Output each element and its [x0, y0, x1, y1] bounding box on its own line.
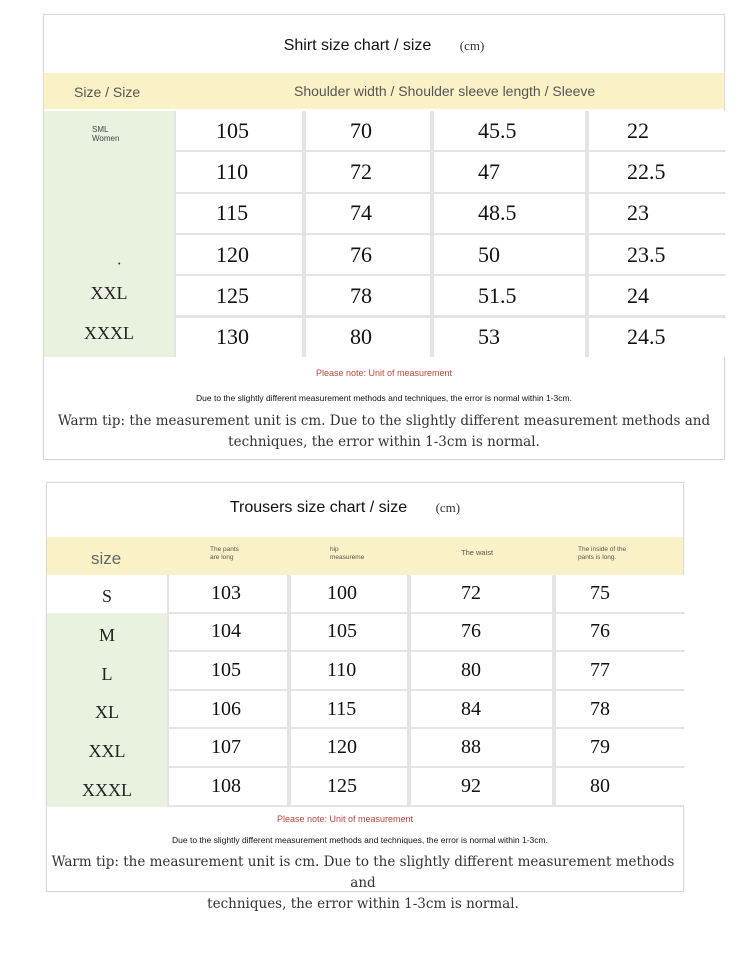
shirt-size-column [44, 111, 174, 357]
shirt-cell: 76 [306, 235, 430, 274]
shirt-cell: 130 [176, 318, 302, 357]
trousers-tip-line: techniques, the error within 1-3cm is normal. [207, 896, 519, 912]
trousers-cell: 103 [169, 575, 287, 612]
trousers-cell: 76 [556, 614, 686, 651]
trousers-cell: 110 [291, 652, 407, 689]
shirt-size-women: Women [92, 134, 120, 143]
trousers-data-grid [167, 575, 683, 807]
shirt-cell: 120 [176, 235, 302, 274]
trousers-cell: 100 [291, 575, 407, 612]
trousers-cell: 76 [411, 614, 552, 651]
shirt-size-label: XXXL [84, 323, 134, 343]
trousers-chart-title-row [7, 499, 683, 517]
trousers-cell: 80 [411, 652, 552, 689]
trousers-size-label: M [98, 624, 115, 645]
shirt-header-measurements: Shoulder width / Shoulder sleeve length / Sleeve [294, 83, 596, 99]
trousers-cell: 77 [556, 652, 686, 689]
shirt-chart-title: Shirt size chart / size [283, 37, 432, 54]
shirt-note-small: Due to the slightly different measurement methods and techniques, the error is normal within 1-3cm. [196, 393, 572, 403]
trousers-header-text: pants is long. [578, 554, 617, 561]
trousers-size-label: XXL [88, 741, 126, 762]
trousers-cell: 92 [411, 768, 552, 805]
shirt-cell: 125 [176, 276, 302, 315]
trousers-size-label: XXXL [82, 780, 132, 800]
shirt-header-row [44, 73, 724, 109]
shirt-cell: 47 [434, 152, 585, 191]
shirt-size-sml: SML [92, 125, 109, 134]
shirt-size-dot: • [118, 261, 121, 268]
shirt-cell: 70 [306, 111, 430, 150]
shirt-header-size: Size / Size [74, 84, 141, 100]
shirt-data-grid [174, 111, 724, 357]
shirt-cell: 115 [176, 194, 302, 233]
shirt-cell: 24 [589, 276, 727, 315]
trousers-header-pants-long [210, 546, 239, 562]
trousers-cell: 105 [169, 652, 287, 689]
shirt-cell: 23 [589, 194, 727, 233]
shirt-size-chart [43, 14, 725, 460]
trousers-cell: 75 [556, 575, 686, 612]
trousers-cell: 115 [291, 691, 407, 728]
shirt-cell: 22 [589, 111, 727, 150]
trousers-cell: 105 [291, 614, 407, 651]
shirt-cell: 78 [306, 276, 430, 315]
shirt-chart-title-row [44, 37, 724, 55]
shirt-cell: 110 [176, 152, 302, 191]
shirt-cell: 72 [306, 152, 430, 191]
trousers-cell: 80 [556, 768, 686, 805]
trousers-header-waist: The waist [461, 548, 494, 557]
shirt-tip-line: techniques, the error within 1-3cm is normal. [228, 434, 540, 450]
trousers-cell: 104 [169, 614, 287, 651]
shirt-chart-unit: (cm) [459, 38, 485, 53]
trousers-cell: 125 [291, 768, 407, 805]
trousers-chart-title: Trousers size chart / size [229, 499, 408, 516]
trousers-size-chart [46, 482, 684, 912]
trousers-header-text: are long [210, 554, 234, 561]
trousers-chart-unit: (cm) [435, 500, 461, 515]
shirt-cell: 50 [434, 235, 585, 274]
shirt-cell: 45.5 [434, 111, 585, 150]
shirt-cell: 74 [306, 194, 430, 233]
shirt-cell: 24.5 [589, 318, 727, 357]
shirt-note-red: Please note: Unit of measurement [315, 368, 453, 378]
shirt-tip-line: Warm tip: the measurement unit is cm. Due to the slightly different measurement methods and [57, 413, 711, 429]
trousers-cell: 84 [411, 691, 552, 728]
shirt-cell: 105 [176, 111, 302, 150]
trousers-header-text: measureme [330, 554, 365, 561]
shirt-cell: 48.5 [434, 194, 585, 233]
trousers-header-hip [330, 546, 364, 562]
trousers-note-small: Due to the slightly different measurement methods and techniques, the error is normal within 1-3cm. [172, 835, 548, 845]
trousers-header-row [47, 537, 683, 575]
trousers-note-red: Please note: Unit of measurement [276, 814, 414, 824]
shirt-cell: 80 [306, 318, 430, 357]
trousers-header-text: The pants [210, 546, 239, 553]
trousers-cell: 120 [291, 729, 407, 766]
trousers-size-label: XL [95, 702, 119, 723]
trousers-size-label: L [101, 663, 113, 684]
trousers-size-label: S [101, 586, 112, 606]
trousers-cell: 88 [411, 729, 552, 766]
shirt-cell: 23.5 [589, 235, 727, 274]
shirt-cell: 22.5 [589, 152, 727, 191]
shirt-cell: 53 [434, 318, 585, 357]
shirt-warm-tip [44, 411, 724, 453]
trousers-header-size: size [91, 549, 122, 568]
trousers-warm-tip [43, 852, 683, 915]
trousers-tip-line: Warm tip: the measurement unit is cm. Due to the slightly different measurement methods and [51, 854, 675, 891]
trousers-cell: 72 [411, 575, 552, 612]
trousers-header-text: The inside of the [578, 546, 627, 553]
trousers-cell: 107 [169, 729, 287, 766]
shirt-cell: 51.5 [434, 276, 585, 315]
shirt-size-women-label [92, 125, 119, 143]
trousers-cell: 106 [169, 691, 287, 728]
shirt-size-label: XXL [90, 283, 128, 303]
trousers-cell: 79 [556, 729, 686, 766]
trousers-header-text: hip [330, 546, 339, 553]
trousers-cell: 78 [556, 691, 686, 728]
trousers-cell: 108 [169, 768, 287, 805]
trousers-header-inseam [578, 546, 626, 562]
